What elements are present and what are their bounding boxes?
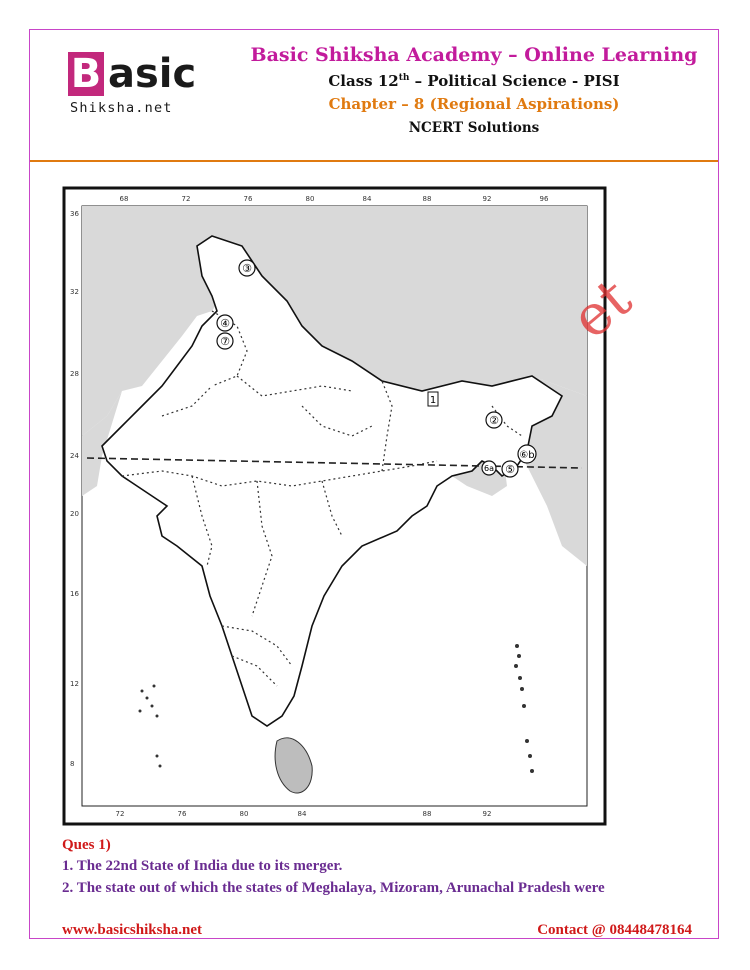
svg-text:20: 20 <box>70 510 79 518</box>
svg-text:92: 92 <box>482 195 492 203</box>
marker-2-label: ② <box>489 414 499 427</box>
class-label: Class 12 <box>328 72 399 90</box>
header <box>30 30 718 162</box>
marker-3-label: ③ <box>242 262 252 275</box>
svg-text:24: 24 <box>70 452 79 460</box>
svg-text:96: 96 <box>539 195 549 203</box>
svg-text:68: 68 <box>119 195 129 203</box>
svg-text:8: 8 <box>70 760 75 768</box>
marker-4-label: ④ <box>220 317 230 330</box>
svg-text:16: 16 <box>70 590 79 598</box>
svg-text:76: 76 <box>243 195 253 203</box>
lon-ticks-bottom <box>116 810 492 818</box>
ncert-subtitle: NCERT Solutions <box>408 120 540 136</box>
svg-text:88: 88 <box>422 810 432 818</box>
subject-label: – Political Science - PISI <box>409 72 620 90</box>
question-item-2: 2. The state out of which the states of Meghalaya, Mizoram, Arunachal Pradesh were <box>62 880 605 896</box>
svg-text:80: 80 <box>239 810 249 818</box>
svg-text:28: 28 <box>70 370 79 378</box>
header-divider <box>30 160 718 162</box>
marker-5-label: ⑤ <box>505 463 515 476</box>
lon-ticks-top <box>120 195 549 203</box>
logo-letter-b: B <box>68 52 104 96</box>
website-link[interactable]: www.basicshiksha.net <box>62 922 203 938</box>
lat-ticks <box>70 210 79 768</box>
question-title: Ques 1) <box>62 837 111 853</box>
contact-info: Contact @ 08448478164 <box>537 922 692 938</box>
academy-title: Basic Shiksha Academy – Online Learning <box>250 44 698 66</box>
svg-text:76: 76 <box>177 810 187 818</box>
svg-text:36: 36 <box>70 210 79 218</box>
marker-7-label: ⑦ <box>220 335 230 348</box>
marker-6a-label: 6a <box>484 464 494 473</box>
marker-1-label: 1 <box>429 395 437 406</box>
svg-text:92: 92 <box>482 810 492 818</box>
logo-subtitle: Shiksha.net <box>70 100 173 116</box>
logo-word: asic <box>108 51 197 97</box>
svg-text:84: 84 <box>362 195 372 203</box>
chapter-title: Chapter – 8 (Regional Aspirations) <box>328 95 620 113</box>
class-sup: th <box>398 73 410 83</box>
question-item-1: 1. The 22nd State of India due to its merger. <box>62 858 343 874</box>
class-line <box>30 72 718 90</box>
svg-text:72: 72 <box>115 810 125 818</box>
svg-text:72: 72 <box>181 195 191 203</box>
watermark <box>520 200 720 360</box>
svg-text:84: 84 <box>297 810 307 818</box>
svg-text:12: 12 <box>70 680 79 688</box>
marker-6b-label: ⑥b <box>519 450 535 461</box>
question-block <box>62 835 702 899</box>
svg-text:88: 88 <box>422 195 432 203</box>
watermark-text: et <box>559 266 644 352</box>
svg-text:80: 80 <box>305 195 315 203</box>
svg-text:32: 32 <box>70 288 79 296</box>
